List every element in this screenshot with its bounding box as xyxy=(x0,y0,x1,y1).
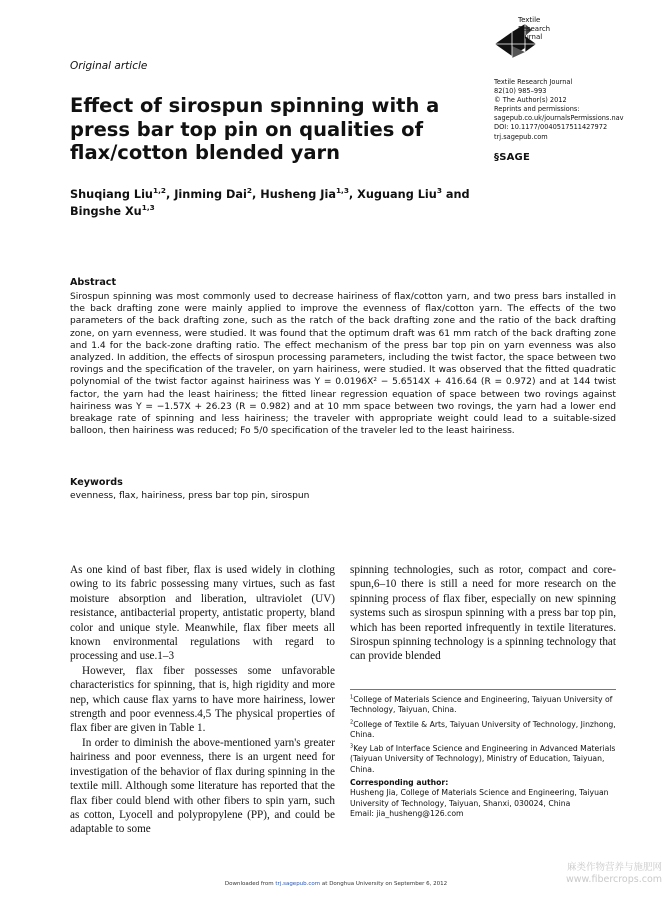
abstract-heading: Abstract xyxy=(70,277,117,288)
body-paragraph: However, flax fiber possesses some unfavorable characteristics for spinning, that is, high rigidity and more nep, which cause flax yarns to have more hairiness, lower strength and poor evenness.4,5 The physical properties of flax fiber are given in Table 1. xyxy=(70,664,335,735)
corresponding-author xyxy=(350,778,616,819)
corresponding-email[interactable]: Email: jia_husheng@126.com xyxy=(350,808,464,818)
journal-site-link[interactable]: trj.sagepub.com xyxy=(494,132,548,141)
author: Bingshe Xu$^{1,3}$ xyxy=(70,203,155,218)
body-column-right xyxy=(350,563,616,664)
affiliation-item: $^3$Key Lab of Interface Science and Engineering in Advanced Materials (Taiyuan University of Technology), Ministry of Education, Taiyuan, China. xyxy=(350,743,616,774)
abstract-text: Sirospun spinning was most commonly used to decrease hairiness of flax/cotton yarn, and two press bars installed in the back drafting zone were mainly applied to improve the evenness of flax/cotton yarn. The effects of the two parameters of the back drafting zone, such as the ratch of the back drafting zone and the ratio of the back drafting zone, on yarn evenness, were studied. It was found that the optimum draft was 61 mm ratch of the back drafting zone and 1.4 for the back-zone drafting ratio. The effect mechanism of the press bar top pin on yarn evenness was also analyzed. In addition, the effects of sirospun processing parameters, including the twist factor, the space between two rovings and the specification of the traveler, on yarn hairiness, were studied. It was observed that the fitted quadratic polynomial of the twist factor against hairiness was Y = 0.0196X² − 5.6514X + 416.64 (R = 0.972) and at 144 twist factor, the yarn had the least hairiness; the fitted linear regression equation of space between two rovings against hairiness was Y = −1.57X + 26.23 (R = 0.982) and at 10 mm space between two rovings, the yarn had a lower end breakage rate of spinning and less hairiness; the traveler with appropriate weight could lead to a suitable-sized balloon, then hairiness was reduced; Fo 5/0 specification of the traveler led to the least hairiness. xyxy=(70,292,616,437)
footer-link[interactable]: trj.sagepub.com xyxy=(275,881,321,887)
journal-metadata xyxy=(494,78,669,142)
article-title: Effect of sirospun spinning with a press bar top pin on qualities of flax/cotton blended yarn xyxy=(70,94,440,164)
keywords-heading: Keywords xyxy=(70,477,123,488)
author: Jinming Dai$^2$, xyxy=(174,186,261,201)
article-type-label: Original article xyxy=(70,60,148,72)
journal-name: Textile Research Journal xyxy=(494,78,573,86)
affiliations xyxy=(350,695,616,779)
copyright: © The Author(s) 2012 xyxy=(494,96,567,105)
download-footer: Downloaded from trj.sagepub.com at Donghua University on September 6, 2012 xyxy=(224,881,448,887)
affiliation-item: $^2$College of Textile & Arts, Taiyuan University of Technology, Jinzhong, China. xyxy=(350,719,616,739)
footnote-divider xyxy=(350,689,616,690)
doi[interactable]: DOI: 10.1177/0040517511427972 xyxy=(494,123,608,132)
publisher-logo: §SAGE xyxy=(494,152,530,163)
sage-swirl-icon: § xyxy=(494,152,500,163)
corresponding-text: Husheng Jia, College of Materials Science and Engineering, Taiyuan University of Technology, Taiyuan, Shanxi, 030024, China xyxy=(350,788,609,808)
reprints-label: Reprints and permissions: xyxy=(494,105,580,114)
body-paragraph: As one kind of bast fiber, flax is used widely in clothing owing to its fabric possessing many virtues, such as fast moisture absorption and liberation, ultraviolet (UV) resistance, antibacterial property, antistatic property, bland color and unique style. Meanwhile, flax fiber meets all known environmental regulations with regard to processing and use.1–3 xyxy=(70,564,335,663)
author: Xuguang Liu$^3$ and xyxy=(357,186,470,201)
keywords-text: evenness, flax, hairiness, press bar top pin, sirospun xyxy=(70,491,310,501)
author: Shuqiang Liu$^{1,2}$, xyxy=(70,186,175,201)
affiliation-item: $^1$College of Materials Science and Engineering, Taiyuan University of Technology, Taiyuan, China. xyxy=(350,694,613,715)
author-list xyxy=(70,186,490,220)
permissions-link[interactable]: sagepub.co.uk/journalsPermissions.nav xyxy=(494,114,624,123)
body-column-left xyxy=(70,563,335,837)
body-paragraph: In order to diminish the above-mentioned yarn's greater hairiness and poor evenness, there is an urgent need for investigation of the behavior of flax during spinning in the textile mill. Although some literature has reported that the flax fiber could blend with other fibers to spin yarn, such as cotton, Lyocell and polypropylene (PP), and could be adaptable to some xyxy=(70,736,335,836)
author: Husheng Jia$^{1,3}$, xyxy=(260,186,358,201)
corresponding-heading: Corresponding author: xyxy=(350,778,449,787)
body-paragraph: spinning technologies, such as rotor, compact and core-spun,6–10 there is still a need for more research on the spinning process of flax fiber, especially on new spinning systems such as sirospun spinning with a press bar top pin, which has been reported infrequently in textile literatures. Sirospun spinning technology is a spinning technology that can provide blended xyxy=(350,564,616,663)
journal-logo-text: Textile Research Journal xyxy=(518,16,551,41)
watermark: 麻类作物营养与施肥网 www.fibercrops.com xyxy=(566,862,663,885)
volume-pages: 82(10) 985–993 xyxy=(494,87,547,96)
